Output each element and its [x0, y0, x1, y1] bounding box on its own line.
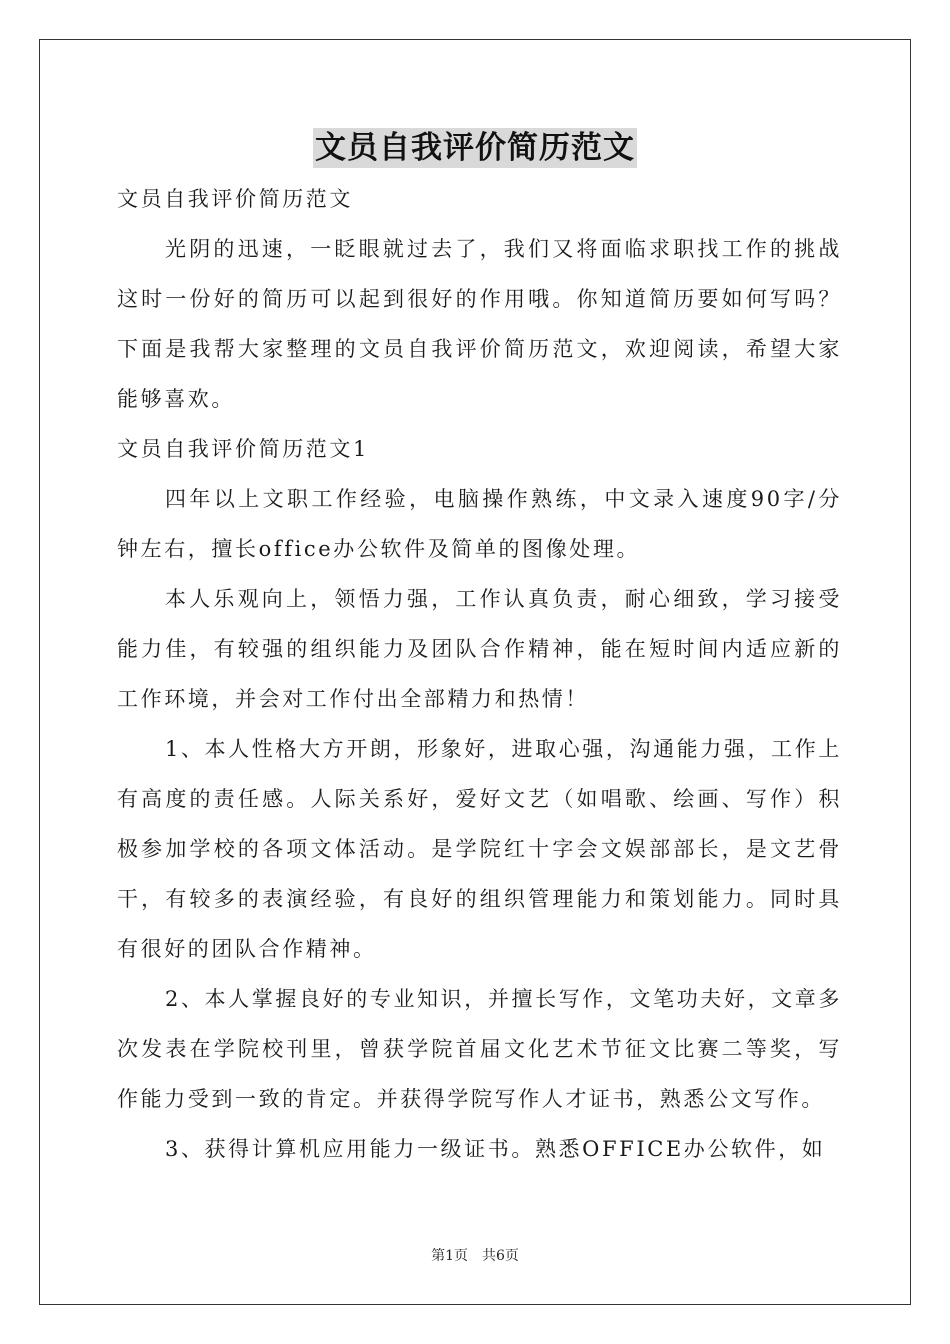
intro-paragraph: 光阴的迅速，一眨眼就过去了，我们又将面临求职找工作的挑战这时一份好的简历可以起到很好的作用哦。你知道简历要如何写吗？下面是我帮大家整理的文员自我评价简历范文，欢迎阅读，希望大家能够喜欢。 — [117, 237, 842, 411]
body-paragraph: 2、本人掌握良好的专业知识，并擅长写作，文笔功夫好，文章多次发表在学院校刊里，曾获学院首届文化艺术节征文比赛二等奖，写作能力受到一致的肯定。并获得学院写作人才证书，熟悉公文写作。 — [117, 987, 842, 1111]
section-heading: 文员自我评价简历范文1 — [117, 437, 369, 461]
body-paragraph: 四年以上文职工作经验，电脑操作熟练，中文录入速度90字/分钟左右，擅长office办公软件及简单的图像处理。 — [117, 487, 842, 561]
page-number: 第1页 共6页 — [431, 1248, 519, 1264]
title-wrap — [0, 128, 950, 168]
body-paragraph: 1、本人性格大方开朗，形象好，进取心强，沟通能力强，工作上有高度的责任感。人际关系好，爱好文艺（如唱歌、绘画、写作）积极参加学校的各项文体活动。是学院红十字会文娱部部长，是文艺骨干，有较多的表演经验，有良好的组织管理能力和策划能力。同时具有很好的团队合作精神。 — [117, 737, 842, 961]
body-paragraph: 3、获得计算机应用能力一级证书。熟悉OFFICE办公软件，如 — [165, 1137, 826, 1161]
document-body — [117, 174, 842, 1174]
body-paragraph: 本人乐观向上，领悟力强，工作认真负责，耐心细致，学习接受能力佳，有较强的组织能力及团队合作精神，能在短时间内适应新的工作环境，并会对工作付出全部精力和热情！ — [117, 587, 842, 711]
subtitle: 文员自我评价简历范文 — [117, 187, 353, 211]
page-footer — [0, 1245, 950, 1265]
document-title: 文员自我评价简历范文 — [315, 130, 635, 166]
